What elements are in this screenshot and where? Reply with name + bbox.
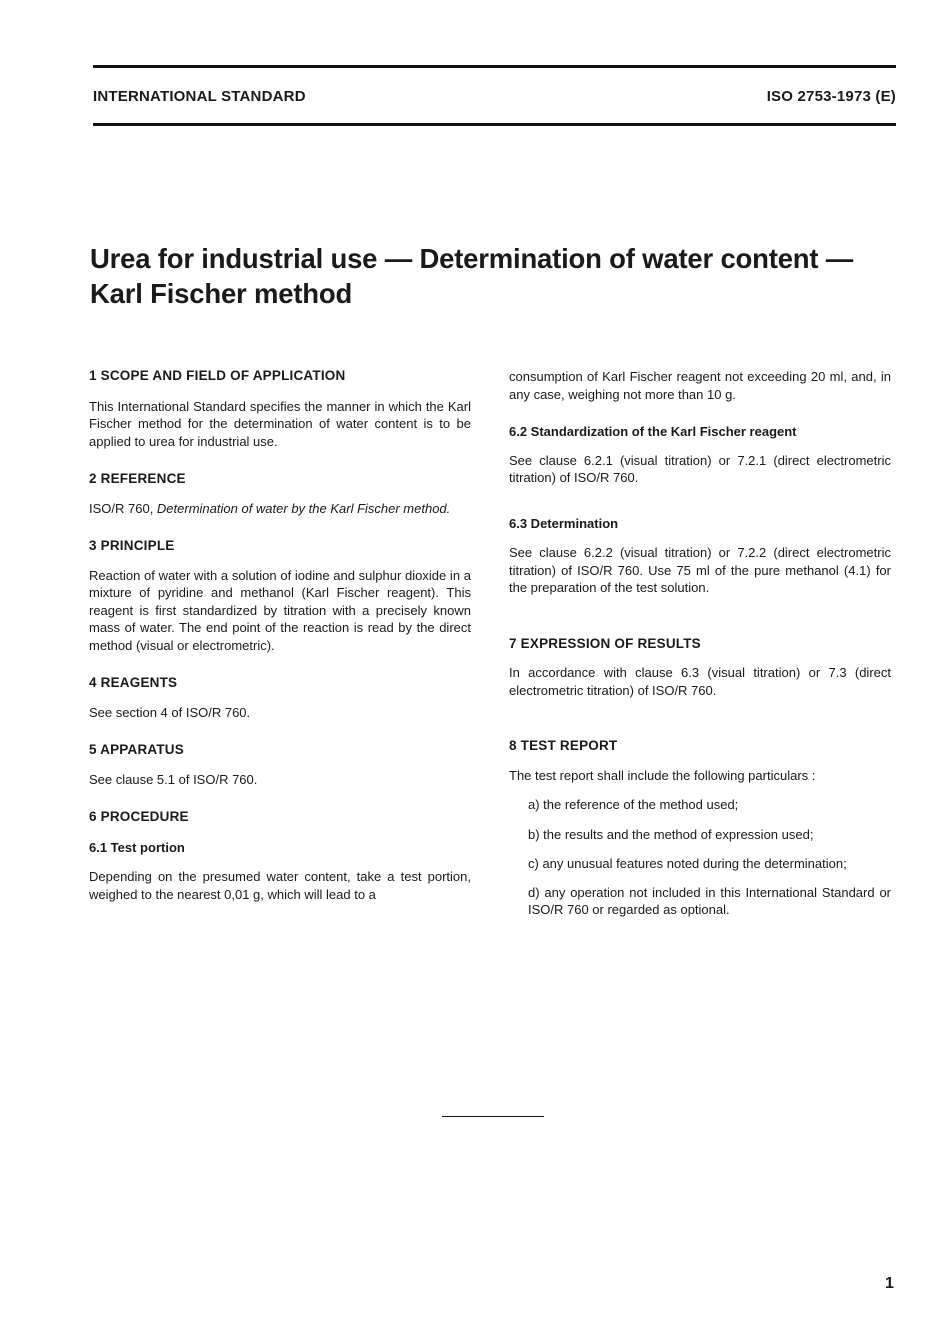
section-6-heading: 6 PROCEDURE	[89, 809, 189, 824]
section-4-heading: 4 REAGENTS	[89, 675, 178, 690]
title-line-2: Karl Fischer method	[90, 278, 353, 309]
section-6-1-continuation: consumption of Karl Fischer reagent not exceeding 20 ml, and, in any case, weighing not more than 10 g.	[509, 369, 891, 402]
section-3-body: Reaction of water with a solution of iodine and sulphur dioxide in a mixture of pyridine and methanol (Karl Fischer reagent). This reagent is first standardized by titration with a precisely known mass of water. The end point of the reaction is read by the direct method (visual or electrometric).	[89, 567, 471, 653]
section-2-heading: 2 REFERENCE	[89, 471, 186, 486]
section-6-2-heading: 6.2 Standardization of the Karl Fischer reagent	[509, 424, 797, 439]
left-column	[89, 365, 471, 903]
test-report-item-d: d) any operation not included in this International Standard or ISO/R 760 or regarded as optional.	[528, 884, 891, 917]
section-3-heading: 3 PRINCIPLE	[89, 538, 175, 553]
section-5-body: See clause 5.1 of ISO/R 760.	[89, 771, 258, 787]
section-6-3-heading: 6.3 Determination	[509, 515, 619, 531]
header-standard-number: ISO 2753-1973 (E)	[766, 88, 896, 105]
page-number: 1	[885, 1275, 894, 1292]
section-6-2-body: See clause 6.2.1 (visual titration) or 7.2.1 (direct electrometric titration) of ISO/R 760.	[509, 452, 891, 485]
section-8-heading: 8 TEST REPORT	[509, 738, 618, 753]
document-title	[90, 241, 910, 311]
reference-title: Determination of water by the Karl Fischer method.	[156, 500, 451, 516]
section-6-1-heading: 6.1 Test portion	[89, 839, 185, 855]
section-7-body: In accordance with clause 6.3 (visual titration) or 7.3 (direct electrometric titration) of ISO/R 760.	[509, 665, 891, 698]
test-report-item-a: a) the reference of the method used;	[528, 797, 739, 812]
section-4-body: See section 4 of ISO/R 760.	[89, 704, 251, 720]
reference-id: ISO/R 760,	[89, 500, 157, 516]
section-5-heading: 5 APPARATUS	[89, 742, 184, 757]
header-bottom-rule	[93, 123, 896, 126]
section-8-intro: The test report shall include the following particulars :	[509, 767, 816, 783]
right-column	[509, 365, 891, 919]
header-standard-type: INTERNATIONAL STANDARD	[93, 88, 306, 105]
section-1-body: This International Standard specifies the manner in which the Karl Fischer method for the determination of water content is to be applied to urea for industrial use.	[89, 398, 471, 449]
section-2-body	[89, 500, 471, 518]
header-top-rule	[93, 65, 896, 68]
end-of-text-rule	[442, 1116, 544, 1117]
test-report-item-b: b) the results and the method of expression used;	[528, 826, 814, 842]
section-6-1-body: Depending on the presumed water content, take a test portion, weighed to the nearest 0,01 g, which will lead to a	[89, 869, 471, 902]
section-7-heading: 7 EXPRESSION OF RESULTS	[509, 635, 701, 651]
section-6-3-body: See clause 6.2.2 (visual titration) or 7.2.2 (direct electrometric titration) of ISO/R 760. Use 75 ml of the pure methanol (4.1) for the preparation of the test solution.	[509, 545, 891, 595]
test-report-item-c: c) any unusual features noted during the determination;	[528, 856, 847, 871]
section-1-heading: 1 SCOPE AND FIELD OF APPLICATION	[89, 368, 346, 383]
title-line-1: Urea for industrial use — Determination of water content —	[90, 243, 854, 274]
